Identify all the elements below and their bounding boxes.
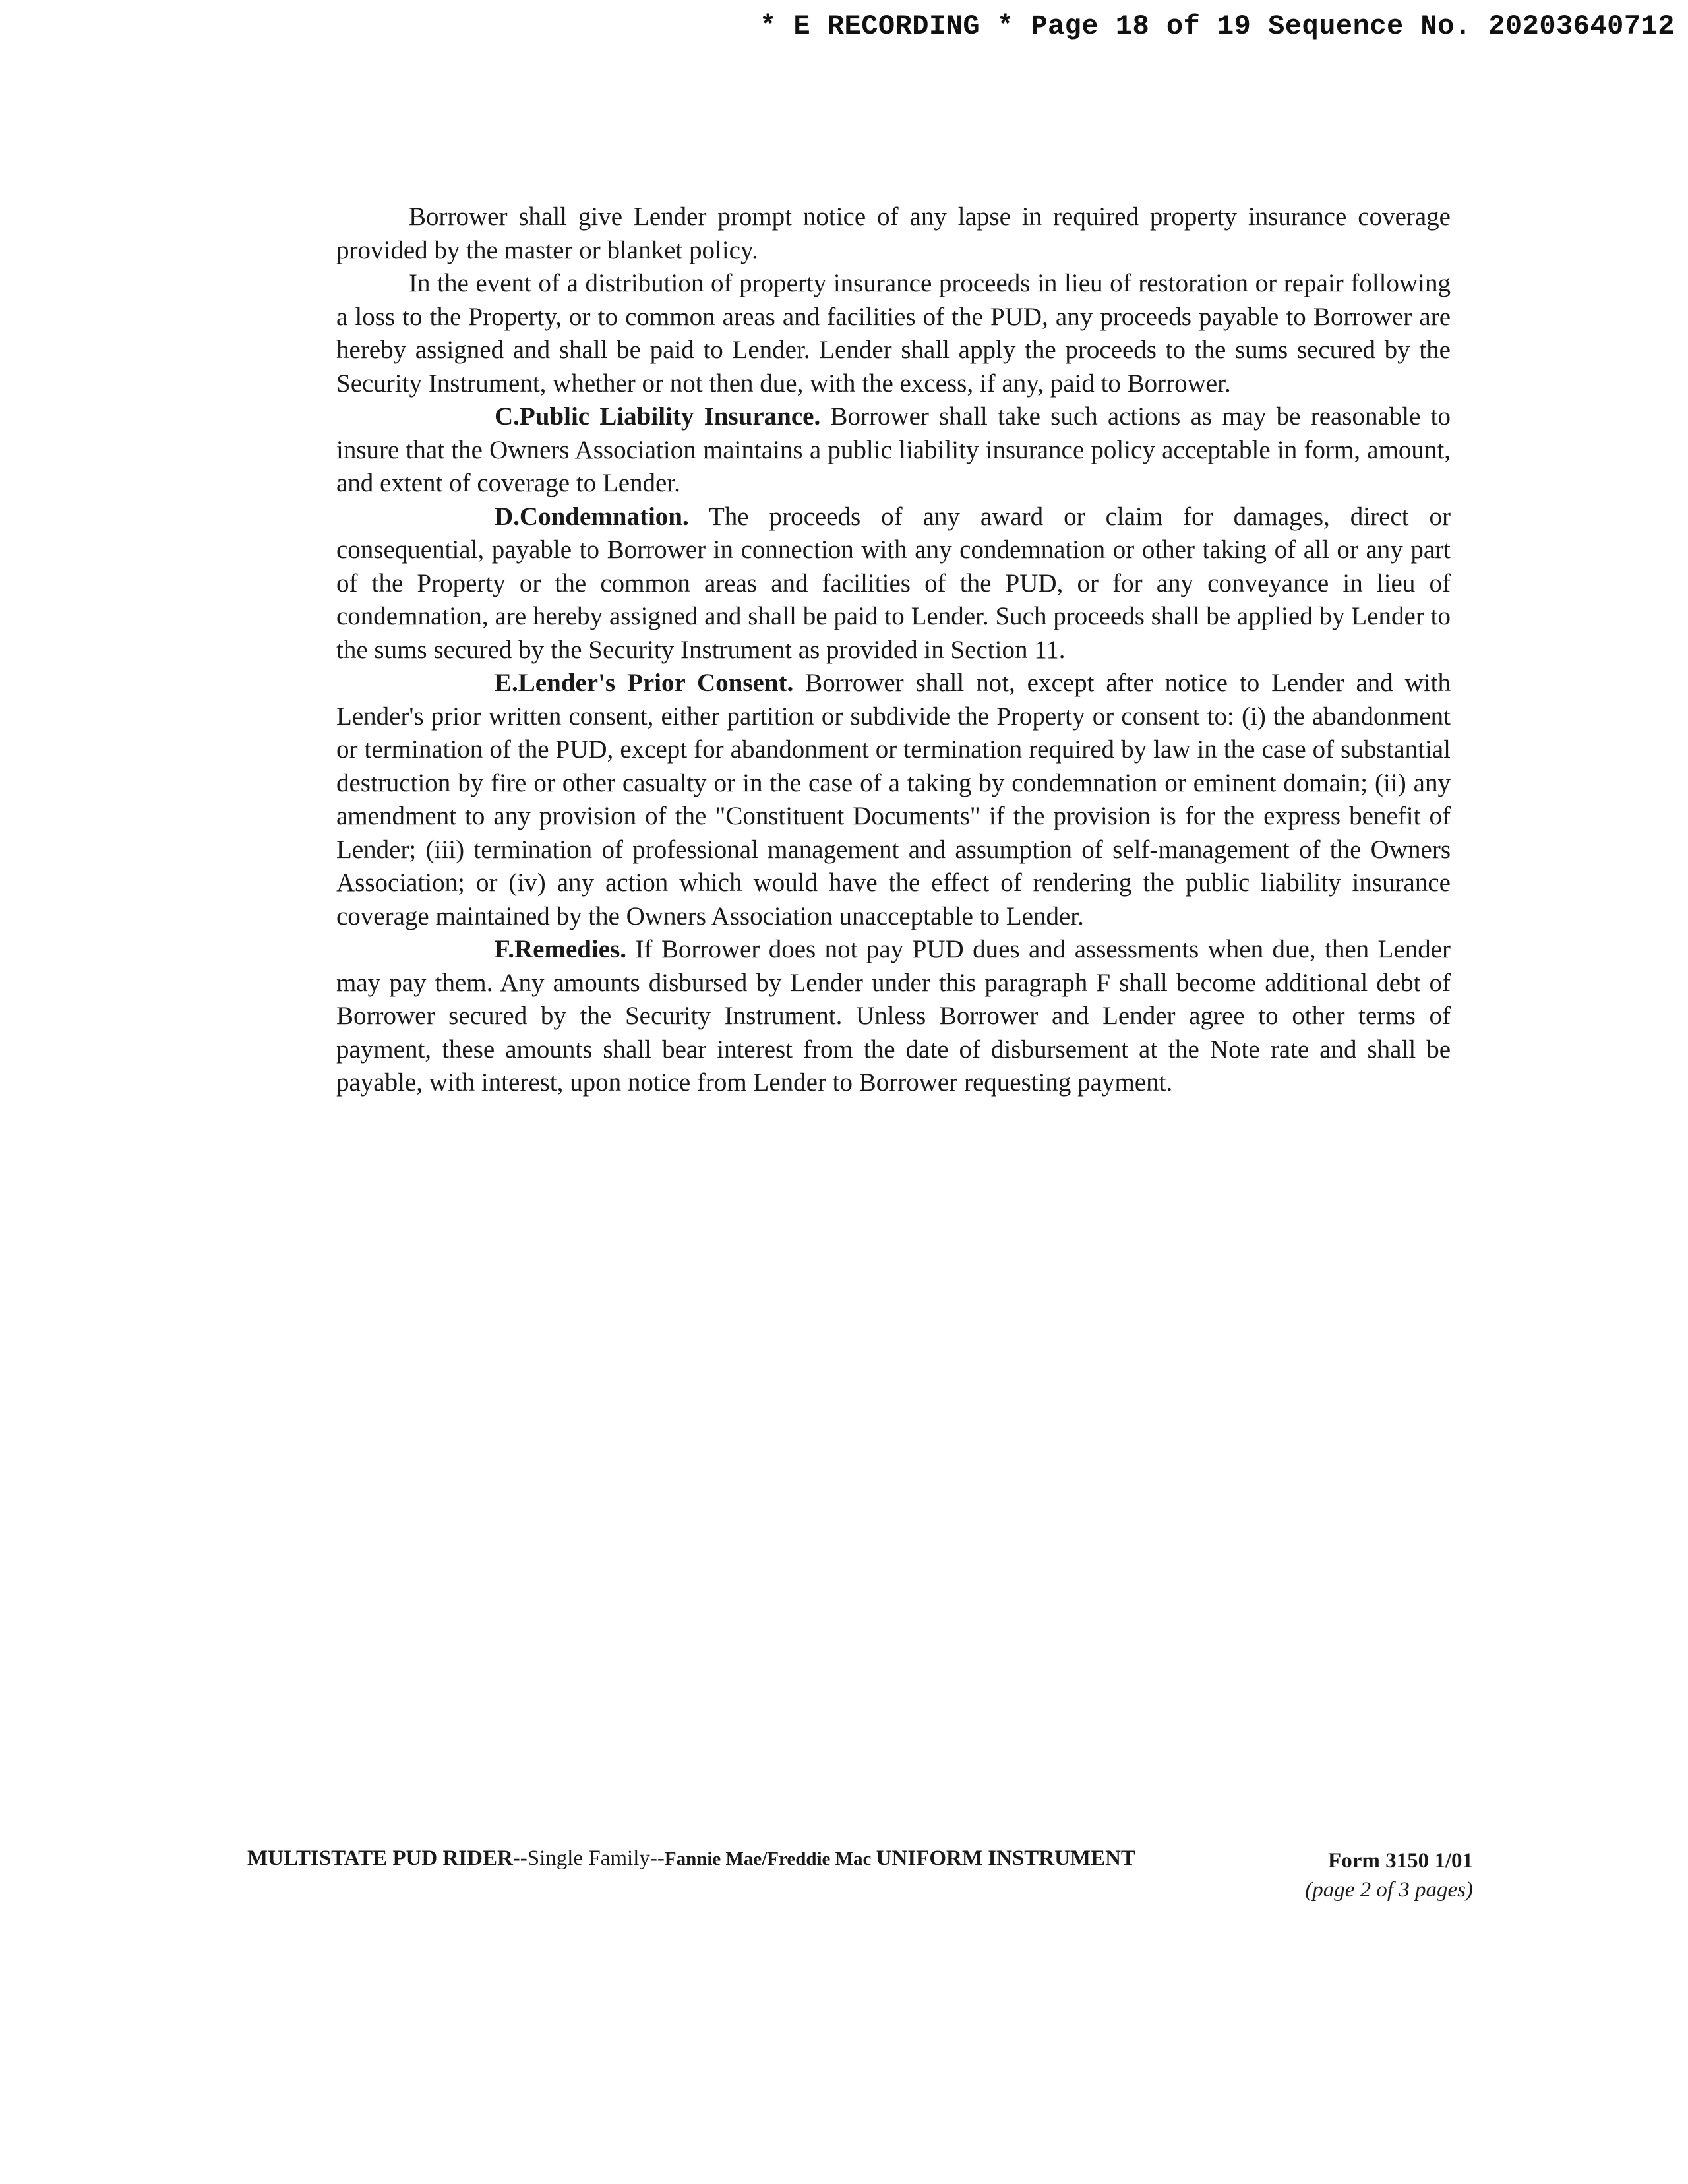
section-f-remedies — [336, 933, 1451, 1100]
section-text: Borrower shall not, except after notice to Lender and with Lender's prior written consent, either partition or subdivide the Property or consent to: (i) the abandonment or termination of the PUD, except for abandonment or termination required by law in the case of substantial destruction by fire or other casualty or in the case of a taking by condemnation or eminent domain; (ii) any amendment to any provision of the "Constituent Documents" if the provision is for the express benefit of Lender; (iii) termination of professional management and assumption of self-management of the Owners Association; or (iv) any action which would have the effect of rendering the public liability insurance coverage maintained by the Owners Association unacceptable to Lender. — [336, 669, 1451, 930]
section-letter: F. — [495, 935, 514, 963]
section-text: If Borrower does not pay PUD dues and assessments when due, then Lender may pay them. Any amounts disbursed by Lender under this paragraph F shall become additional debt of Borrower secured by the Security Instrument. Unless Borrower and Lender agree to other terms of payment, these amounts shall bear interest from the date of disbursement at the Note rate and shall be payable, with interest, upon notice from Lender to Borrower requesting payment. — [336, 935, 1451, 1097]
section-d-condemnation — [336, 501, 1451, 667]
document-body — [336, 200, 1451, 1100]
footer-form-title — [247, 1846, 1135, 1871]
section-heading: Lender's Prior Consent. — [518, 669, 794, 697]
section-text: Borrower shall take such actions as may be reasonable to insure that the Owners Association maintains a public liability insurance policy acceptable in form, amount, and extent of coverage to Lender. — [336, 402, 1451, 497]
footer-title-part: Fannie Mae/Freddie Mac — [664, 1848, 876, 1869]
section-letter: C. — [495, 402, 520, 431]
form-number: Form 3150 1/01 — [1328, 1849, 1473, 1873]
paragraph-lapse-notice: Borrower shall give Lender prompt notice of any lapse in required property insurance coverage provided by the master or blanket policy. — [336, 202, 1451, 264]
footer-form-info — [1305, 1846, 1473, 1904]
footer-title-part: MULTISTATE PUD RIDER-- — [247, 1846, 528, 1870]
section-heading: Remedies. — [514, 935, 627, 963]
recording-header: * E RECORDING * Page 18 of 19 Sequence No. 20203640712 — [759, 11, 1675, 42]
section-heading: Public Liability Insurance. — [519, 402, 821, 431]
section-letter: D. — [495, 502, 520, 531]
section-e-prior-consent — [336, 667, 1451, 933]
section-heading: Condemnation. — [519, 502, 689, 531]
section-c-public-liability — [336, 400, 1451, 501]
paragraph-insurance-proceeds: In the event of a distribution of property insurance proceeds in lieu of restoration or repair following a loss to the Property, or to common areas and facilities of the PUD, any proceeds payable to Borrower are hereby assigned and shall be paid to Lender. Lender shall apply the proceeds to the sums secured by the Security Instrument, whether or not then due, with the excess, if any, paid to Borrower. — [336, 269, 1451, 398]
footer-title-part: Single Family-- — [527, 1846, 665, 1870]
page-count: (page 2 of 3 pages) — [1305, 1878, 1473, 1902]
section-letter: E. — [495, 669, 518, 697]
section-text: The proceeds of any award or claim for damages, direct or consequential, payable to Borrower in connection with any condemnation or other taking of all or any part of the Property or the common areas and facilities of the PUD, or for any conveyance in lieu of condemnation, are hereby assigned and shall be paid to Lender. Such proceeds shall be applied by Lender to the sums secured by the Security Instrument as provided in Section 11. — [336, 502, 1451, 664]
footer-title-part: UNIFORM INSTRUMENT — [876, 1846, 1135, 1870]
